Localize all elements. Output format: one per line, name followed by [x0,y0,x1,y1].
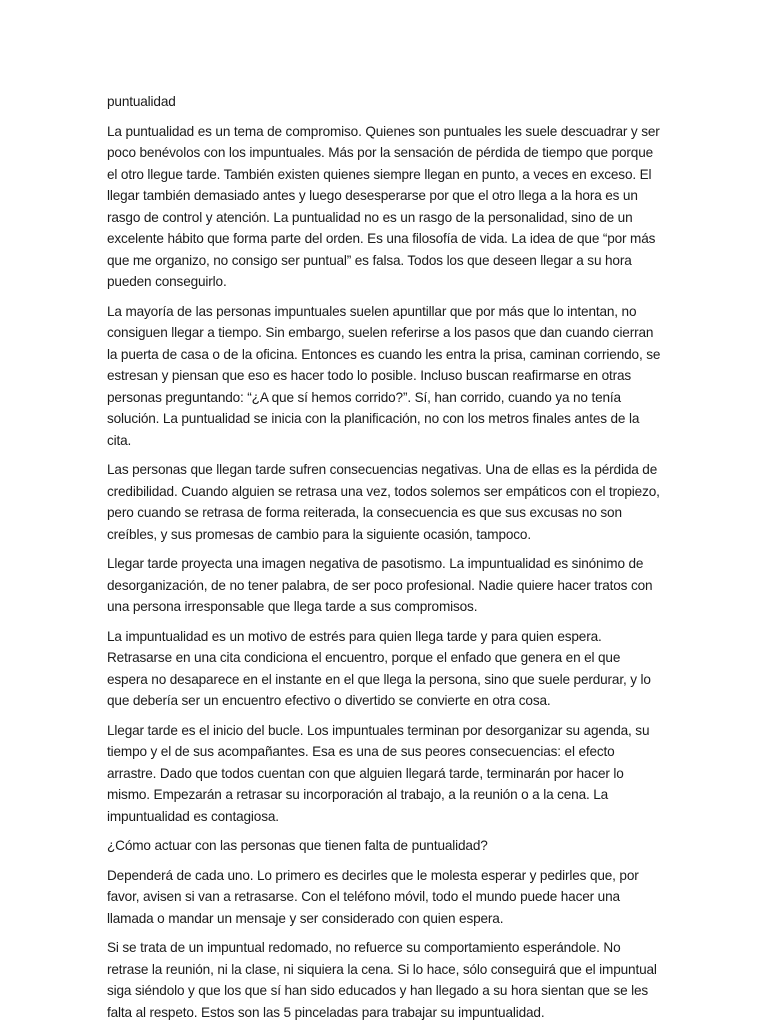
document-title: puntualidad [107,94,176,109]
paragraph-3: Las personas que llegan tarde sufren consecuencias negativas. Una de ellas es la pérdida de credibilidad. Cuando alguien se retrasa una vez, todos solemos ser empáticos con el tropiezo, pero cuando se retrasa de forma reiterada, la consecuencia es que sus excusas no son creíbles, y sus promesas de cambio para la siguiente ocasión, tampoco. [107,462,660,542]
paragraph-6: Llegar tarde es el inicio del bucle. Los impuntuales terminan por desorganizar su agenda, su tiempo y el de sus acompañantes. Esa es una de sus peores consecuencias: el efecto arrastre. Dado que todos cuentan con que alguien llegará tarde, terminarán por hacer lo mismo. Empezarán a retrasar su incorporación al trabajo, a la reunión o a la cena. La impuntualidad es contagiosa. [107,722,650,824]
paragraph-8: Si se trata de un impuntual redomado, no refuerce su comportamiento esperándole. No retrase la reunión, ni la clase, ni siquiera la cena. Si lo hace, sólo conseguirá que el impuntual siga siéndolo y que los que sí han sido educados y han llegado a su hora sientan que se les falta al respeto. Estos son las 5 pinceladas para trabajar su impuntualidad. [107,940,657,1020]
paragraph-2: La mayoría de las personas impuntuales suelen apuntillar que por más que lo intentan, no consiguen llegar a tiempo. Sin embargo, suelen referirse a los pasos que dan cuando cierran la puerta de casa o de la oficina. Entonces es cuando les entra la prisa, caminan corriendo, se estresan y piensan que eso es hacer todo lo posible. Incluso buscan reafirmarse en otras personas preguntando: “¿A que sí hemos corrido?”. Sí, han corrido, cuando ya no tenía solución. La puntualidad se inicia con la planificación, no con los metros finales antes de la cita. [107,303,661,448]
paragraph-1: La puntualidad es un tema de compromiso. Quienes son puntuales les suele descuadrar y ser poco benévolos con los impuntuales. Más por la sensación de pérdida de tiempo que porque el otro llegue tarde. También existen quienes siempre llegan en punto, a veces en exceso. El llegar también demasiado antes y luego desesperarse por que el otro llega a la hora es un rasgo de control y atención. La puntualidad no es un rasgo de la personalidad, sino de un excelente hábito que forma parte del orden. Es una filosofía de vida. La idea de que “por más que me organizo, no consigo ser puntual” es falsa. Todos los que deseen llegar a su hora pueden conseguirlo. [107,123,660,289]
paragraph-5: La impuntualidad es un motivo de estrés para quien llega tarde y para quien espera. Retrasarse en una cita condiciona el encuentro, porque el enfado que genera en el que espera no desaparece en el instante en el que llega la persona, sino que suele perdurar, y lo que debería ser un encuentro efectivo o divertido se convierte en otra cosa. [107,628,651,708]
document-body [107,91,663,1031]
paragraph-4: Llegar tarde proyecta una imagen negativa de pasotismo. La impuntualidad es sinónimo de desorganización, de no tener palabra, de ser poco profesional. Nadie quiere hacer tratos con una persona irresponsable que llega tarde a sus compromisos. [107,556,653,614]
paragraph-7: Dependerá de cada uno. Lo primero es decirles que le molesta esperar y pedirles que, por favor, avisen si van a retrasarse. Con el teléfono móvil, todo el mundo puede hacer una llamada o mandar un mensaje y ser considerado con quien espera. [107,867,639,926]
section-question: ¿Cómo actuar con las personas que tienen falta de puntualidad? [107,838,488,853]
